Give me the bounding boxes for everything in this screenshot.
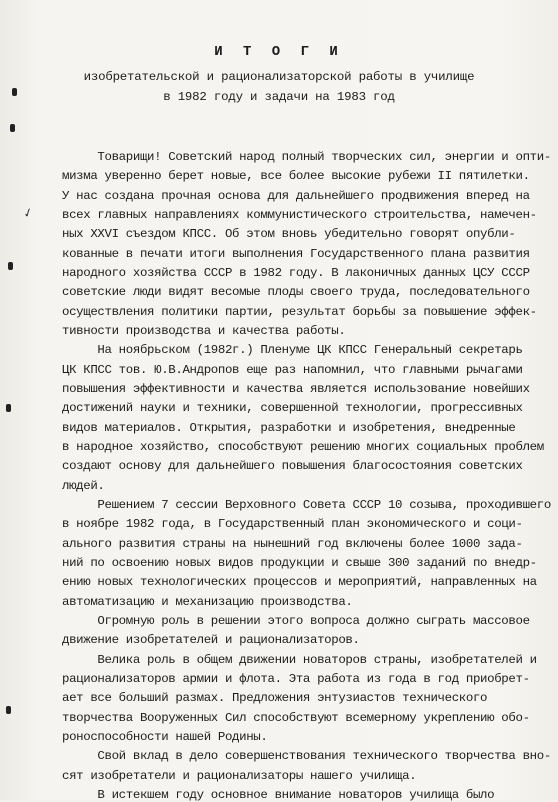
body-line: У нас создана прочная основа для дальнейшего продвижения вперед на — [62, 188, 530, 203]
body-line: ных XXVI съездом КПСС. Об этом вновь убедительно говорят опубли- — [62, 227, 516, 242]
body-line: мизма уверенно берет новые, все более высокие рубежи II пятилетки. — [62, 169, 530, 184]
body-line: осуществления политики партии, результат борьбы за повышение эффек- — [62, 304, 537, 319]
body-line: видов материалов. Открытия, разработки и изобретения, внедренные — [62, 420, 516, 435]
body-line: Огромную роль в решении этого вопроса должно сыграть массовое — [62, 614, 530, 628]
body-line: повышения эффективности и качества является использование новейших — [62, 382, 530, 396]
body-line: рационализаторов армии и флота. Эта работа из года в год приобрет- — [62, 672, 530, 686]
body-line: движение изобретателей и рационализаторов. — [62, 633, 360, 648]
body-line: создают основу для дальнейшего повышения благосостояния советских — [62, 459, 523, 474]
body-line: Велика роль в общем движении новаторов страны, изобретателей и — [62, 652, 537, 667]
body-line: людей. — [62, 478, 105, 493]
document-subtitle-line-2: в 1982 году и задачи на 1983 год — [163, 90, 395, 104]
body-line: народного хозяйства СССР в 1982 году. В лаконичных данных ЦСУ СССР — [62, 266, 530, 280]
punch-hole-mark — [6, 404, 11, 412]
body-line: ению новых технологических процессов и мероприятий, направленных на — [62, 575, 537, 590]
body-line: Свой вклад в дело совершенствования технического творчества вно- — [62, 749, 551, 764]
body-line: ний по освоению новых видов продукции и свыше 300 заданий по внедр- — [62, 556, 537, 570]
body-line: сят изобретатели и рационализаторы нашего училища. — [62, 768, 417, 783]
body-line: советские люди видят весомые плоды своего труда, последовательного — [62, 285, 530, 300]
body-line: в ноябре 1982 года, в Государственный план экономического и соци- — [62, 517, 523, 532]
punch-hole-mark — [10, 124, 15, 132]
body-line: В истекшем году основное внимание новаторов училища было — [62, 788, 495, 802]
body-line: ает все больший размах. Предложения энтузиастов технического — [62, 691, 488, 706]
body-line: достижений науки и техники, совершенной технологии, прогрессивных — [62, 401, 523, 416]
body-line: всех главных направлениях коммунистического строительства, намечен- — [62, 208, 537, 222]
body-line: Решением 7 сессии Верховного Совета СССР 10 созыва, проходившего — [62, 498, 551, 512]
body-line: ЦК КПСС тов. Ю.В.Андропов еще раз напомнил, что главными рычагами — [62, 362, 523, 377]
document-subtitle-line-1: изобретательской и рационализаторской работы в училище — [83, 70, 475, 84]
body-line: роноспособности нашей Родины. — [62, 730, 268, 744]
body-line: в народное хозяйство, способствуют решению многих социальных проблем — [62, 440, 544, 454]
punch-hole-mark — [8, 262, 13, 270]
body-line: На ноябрьском (1982г.) Пленуме ЦК КПСС Генеральный секретарь — [62, 343, 523, 358]
body-line: автоматизацию и механизацию производства. — [62, 594, 353, 609]
body-line: творчества Вооруженных Сил способствуют всемерному укреплению обо- — [62, 710, 530, 725]
body-line: Товарищи! Советский народ полный творческих сил, энергии и опти- — [62, 150, 551, 164]
document-title: И Т О Г И — [214, 44, 344, 60]
body-line: тивности производства и качества работы. — [62, 324, 346, 338]
margin-check-mark: ✓ — [21, 205, 36, 223]
body-line: кованные в печати итоги выполнения Государственного плана развития — [62, 246, 530, 261]
body-line: ального развития страны на нынешний год включены более 1000 зада- — [62, 536, 523, 551]
punch-hole-mark — [6, 706, 11, 714]
